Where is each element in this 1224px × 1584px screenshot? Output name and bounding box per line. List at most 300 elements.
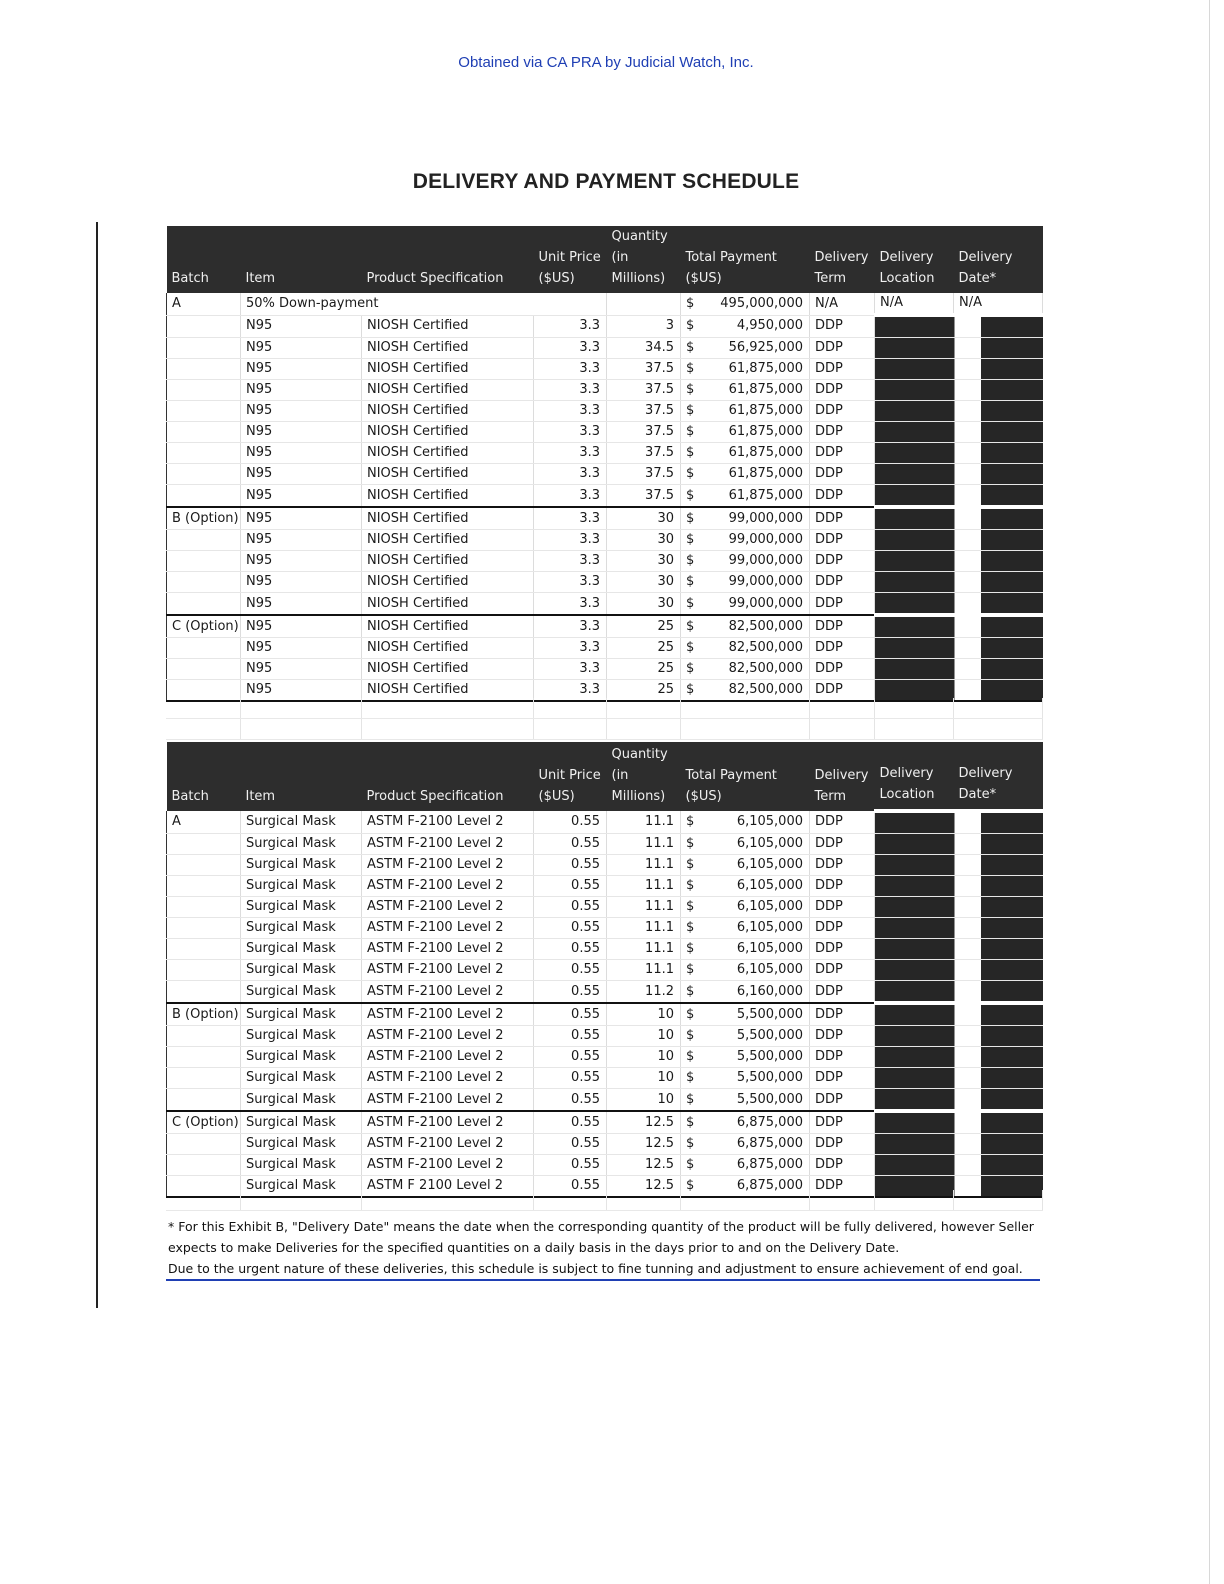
cell-product-spec: NIOSH Certified <box>362 401 534 422</box>
cell-delivery-term: DDP <box>810 507 875 530</box>
footnote-underline <box>166 1279 1040 1281</box>
redacted-delivery-date <box>954 507 1043 530</box>
cell-product-spec: NIOSH Certified <box>362 507 534 530</box>
redacted-delivery-date <box>954 338 1043 359</box>
redacted-delivery-location <box>875 981 954 1004</box>
cell-quantity: 37.5 <box>607 359 681 380</box>
redacted-delivery-location <box>875 1047 954 1068</box>
cell-product-spec: ASTM F-2100 Level 2 <box>362 1068 534 1089</box>
cell-batch: A <box>167 293 241 315</box>
dollar-sign: $ <box>686 532 695 547</box>
redacted-delivery-location <box>875 1026 954 1047</box>
cell-unit-price: 3.3 <box>534 593 607 616</box>
cell-item: N95 <box>241 380 362 401</box>
redacted-delivery-date <box>954 834 1043 855</box>
redacted-delivery-location <box>875 939 954 960</box>
cell-unit-price: 0.55 <box>534 1047 607 1068</box>
amount: 82,500,000 <box>728 682 803 697</box>
cell-product-spec: ASTM F-2100 Level 2 <box>362 897 534 918</box>
redacted-delivery-date <box>954 960 1043 981</box>
cell-delivery-term: DDP <box>810 960 875 981</box>
cell-unit-price: 0.55 <box>534 981 607 1004</box>
dollar-sign: $ <box>686 1049 695 1064</box>
cell-delivery-term: DDP <box>810 680 875 702</box>
cell-delivery-term: DDP <box>810 939 875 960</box>
dollar-sign: $ <box>686 618 695 634</box>
table-row <box>167 811 1043 834</box>
down-payment-row <box>167 293 1043 315</box>
cell-product-spec: ASTM F-2100 Level 2 <box>362 1026 534 1047</box>
cell-batch <box>167 855 241 876</box>
dollar-sign: $ <box>686 661 695 676</box>
redacted-delivery-date <box>954 1047 1043 1068</box>
amount: 61,875,000 <box>728 382 803 397</box>
cell-quantity: 37.5 <box>607 443 681 464</box>
cell-delivery-term: DDP <box>810 485 875 508</box>
cell-product-spec: NIOSH Certified <box>362 464 534 485</box>
cell-item: N95 <box>241 464 362 485</box>
cell-total-payment <box>681 572 810 593</box>
redacted-delivery-date <box>954 659 1043 680</box>
table-row <box>167 1089 1043 1112</box>
table-row <box>167 918 1043 939</box>
redacted-delivery-date <box>954 443 1043 464</box>
redacted-delivery-location <box>875 1134 954 1155</box>
redacted-delivery-location <box>875 1003 954 1026</box>
amount: 61,875,000 <box>728 487 803 503</box>
cell-batch <box>167 834 241 855</box>
redacted-delivery-location <box>875 507 954 530</box>
cell-batch: B (Option) <box>167 507 241 530</box>
cell-item: N95 <box>241 401 362 422</box>
cell-product-spec: ASTM F 2100 Level 2 <box>362 1176 534 1198</box>
cell-quantity: 25 <box>607 659 681 680</box>
cell-product-spec: ASTM F-2100 Level 2 <box>362 876 534 897</box>
cell-product-spec: NIOSH Certified <box>362 338 534 359</box>
cell-batch <box>167 401 241 422</box>
col-header-quantity: Quantity (in Millions) <box>607 742 681 811</box>
redacted-delivery-date <box>954 939 1043 960</box>
amount: 5,500,000 <box>736 1070 803 1085</box>
redacted-delivery-date <box>954 572 1043 593</box>
footnote-definition: * For this Exhibit B, "Delivery Date" means the date when the corresponding quantity of the product will be fully delivered, however Seller expects to make Deliveries for the specified quantities on a daily basis in the days prior to and on the Delivery Date. <box>168 1219 1034 1255</box>
col-header-delivery-term: Delivery Term <box>810 226 875 293</box>
cell-quantity: 37.5 <box>607 380 681 401</box>
cell-batch <box>167 897 241 918</box>
cell-product-spec: NIOSH Certified <box>362 422 534 443</box>
cell-total-payment <box>681 507 810 530</box>
redacted-delivery-location <box>875 401 954 422</box>
cell-item: Surgical Mask <box>241 1089 362 1112</box>
cell-total-payment <box>681 855 810 876</box>
cell-delivery-date: N/A <box>954 293 1043 315</box>
cell-product-spec: ASTM F-2100 Level 2 <box>362 960 534 981</box>
cell-unit-price: 0.55 <box>534 855 607 876</box>
redacted-delivery-date <box>954 1068 1043 1089</box>
cell-quantity: 11.1 <box>607 855 681 876</box>
cell-quantity: 10 <box>607 1047 681 1068</box>
redacted-delivery-location <box>875 1111 954 1134</box>
cell-quantity: 10 <box>607 1068 681 1089</box>
amount: 6,105,000 <box>736 836 803 851</box>
redacted-delivery-location <box>875 659 954 680</box>
cell-quantity: 37.5 <box>607 422 681 443</box>
dollar-sign: $ <box>686 382 695 397</box>
redacted-delivery-date <box>954 1111 1043 1134</box>
cell-delivery-term: DDP <box>810 1176 875 1198</box>
cell-item: Surgical Mask <box>241 960 362 981</box>
amount: 5,500,000 <box>736 1006 803 1022</box>
cell-product-spec: NIOSH Certified <box>362 530 534 551</box>
cell-batch <box>167 960 241 981</box>
cell-unit-price: 3.3 <box>534 464 607 485</box>
table-row <box>167 401 1043 422</box>
amount: 6,105,000 <box>736 878 803 893</box>
cell-total-payment <box>681 981 810 1004</box>
cell-quantity: 25 <box>607 680 681 702</box>
dollar-sign: $ <box>686 682 695 697</box>
cell-quantity: 12.5 <box>607 1134 681 1155</box>
amount: 6,875,000 <box>736 1136 803 1151</box>
cell-total-payment <box>681 939 810 960</box>
table-row <box>167 315 1043 338</box>
amount: 6,105,000 <box>736 962 803 977</box>
redacted-delivery-date <box>954 638 1043 659</box>
amount: 82,500,000 <box>728 640 803 655</box>
redacted-delivery-location <box>875 359 954 380</box>
cell-product-spec: ASTM F-2100 Level 2 <box>362 834 534 855</box>
cell-batch <box>167 659 241 680</box>
cell-quantity: 12.5 <box>607 1111 681 1134</box>
table-row <box>167 1155 1043 1176</box>
dollar-sign: $ <box>686 1157 695 1172</box>
table-row <box>167 855 1043 876</box>
cell-item: N95 <box>241 572 362 593</box>
cell-product-spec: ASTM F-2100 Level 2 <box>362 981 534 1004</box>
cell-product-spec: ASTM F-2100 Level 2 <box>362 939 534 960</box>
cell-unit-price: 3.3 <box>534 359 607 380</box>
cell-batch <box>167 551 241 572</box>
dollar-sign: $ <box>686 836 695 851</box>
dollar-sign: $ <box>686 1028 695 1043</box>
redacted-delivery-location <box>875 918 954 939</box>
cell-item: N95 <box>241 551 362 572</box>
cell-item: N95 <box>241 530 362 551</box>
cell-delivery-term: DDP <box>810 659 875 680</box>
redacted-delivery-date <box>954 918 1043 939</box>
cell-unit-price: 0.55 <box>534 1068 607 1089</box>
cell-quantity: 11.1 <box>607 960 681 981</box>
cell-batch <box>167 338 241 359</box>
redacted-delivery-location <box>875 380 954 401</box>
cell-delivery-term: DDP <box>810 1111 875 1134</box>
cell-unit-price: 3.3 <box>534 551 607 572</box>
cell-product-spec: NIOSH Certified <box>362 551 534 572</box>
redacted-delivery-location <box>875 960 954 981</box>
cell-total-payment <box>681 551 810 572</box>
dollar-sign: $ <box>686 941 695 956</box>
cell-total-payment <box>681 443 810 464</box>
cell-batch: C (Option) <box>167 1111 241 1134</box>
amount: 6,105,000 <box>736 814 803 829</box>
cell-quantity: 25 <box>607 615 681 638</box>
table-row <box>167 981 1043 1004</box>
redacted-delivery-date <box>954 464 1043 485</box>
cell-batch <box>167 1047 241 1068</box>
col-header-total-payment: Total Payment ($US) <box>681 742 810 811</box>
cell-batch <box>167 939 241 960</box>
cell-quantity: 11.1 <box>607 918 681 939</box>
cell-unit-price: 3.3 <box>534 659 607 680</box>
cell-product-spec: ASTM F-2100 Level 2 <box>362 1047 534 1068</box>
amount: 99,000,000 <box>728 532 803 547</box>
cell-item: N95 <box>241 659 362 680</box>
cell-unit-price: 3.3 <box>534 638 607 659</box>
cell-delivery-term: DDP <box>810 530 875 551</box>
amount: 495,000,000 <box>720 295 803 311</box>
cell-product-spec: NIOSH Certified <box>362 593 534 616</box>
cell-unit-price: 0.55 <box>534 1111 607 1134</box>
amount: 6,875,000 <box>736 1114 803 1130</box>
cell-batch <box>167 315 241 338</box>
redacted-delivery-location <box>875 1068 954 1089</box>
cell-unit-price: 3.3 <box>534 530 607 551</box>
redacted-delivery-location <box>875 897 954 918</box>
table-row <box>167 485 1043 508</box>
n95-schedule-table <box>166 226 1043 702</box>
watermark-text: Obtained via CA PRA by Judicial Watch, Inc. <box>458 54 754 71</box>
cell-product-spec: NIOSH Certified <box>362 659 534 680</box>
cell-delivery-term: DDP <box>810 918 875 939</box>
cell-item: Surgical Mask <box>241 918 362 939</box>
amount: 6,875,000 <box>736 1178 803 1193</box>
table-row <box>167 530 1043 551</box>
amount: 99,000,000 <box>728 553 803 568</box>
cell-item: Surgical Mask <box>241 981 362 1004</box>
cell-item: N95 <box>241 422 362 443</box>
table-row <box>167 359 1043 380</box>
cell-product-spec: ASTM F-2100 Level 2 <box>362 918 534 939</box>
cell-total-payment <box>681 1068 810 1089</box>
redacted-delivery-date <box>954 530 1043 551</box>
dollar-sign: $ <box>686 640 695 655</box>
cell-product-spec: NIOSH Certified <box>362 615 534 638</box>
cell-batch <box>167 485 241 508</box>
cell-total-payment <box>681 1111 810 1134</box>
surgical-mask-schedule-table <box>166 742 1043 1198</box>
cell-delivery-term: DDP <box>810 593 875 616</box>
cell-batch <box>167 593 241 616</box>
cell-product-spec: NIOSH Certified <box>362 638 534 659</box>
cell-delivery-term: DDP <box>810 1003 875 1026</box>
table-row <box>167 897 1043 918</box>
col-header-delivery-date: Delivery Date* <box>954 226 1043 293</box>
redacted-delivery-date <box>954 897 1043 918</box>
col-header-spec: Product Specification <box>362 742 534 811</box>
cell-item: Surgical Mask <box>241 1047 362 1068</box>
cell-product-spec: ASTM F-2100 Level 2 <box>362 1134 534 1155</box>
cell-product-spec: NIOSH Certified <box>362 443 534 464</box>
redacted-delivery-date <box>954 359 1043 380</box>
redacted-delivery-date <box>954 876 1043 897</box>
dollar-sign: $ <box>686 920 695 935</box>
cell-delivery-term: DDP <box>810 897 875 918</box>
cell-batch <box>167 530 241 551</box>
cell-total-payment <box>681 293 810 315</box>
cell-delivery-term: DDP <box>810 834 875 855</box>
cell-batch <box>167 1134 241 1155</box>
redacted-delivery-date <box>954 380 1043 401</box>
dollar-sign: $ <box>686 553 695 568</box>
cell-product-spec: ASTM F-2100 Level 2 <box>362 811 534 834</box>
redacted-delivery-date <box>954 1155 1043 1176</box>
cell-quantity: 30 <box>607 551 681 572</box>
cell-delivery-term: DDP <box>810 1089 875 1112</box>
cell-unit-price: 0.55 <box>534 834 607 855</box>
table-row <box>167 380 1043 401</box>
cell-delivery-term: DDP <box>810 401 875 422</box>
table-row <box>167 1134 1043 1155</box>
dollar-sign: $ <box>686 574 695 589</box>
amount: 6,105,000 <box>736 899 803 914</box>
table-row <box>167 615 1043 638</box>
cell-total-payment <box>681 593 810 616</box>
cell-item: Surgical Mask <box>241 1068 362 1089</box>
cell-batch <box>167 464 241 485</box>
cell-batch <box>167 422 241 443</box>
redacted-delivery-date <box>954 1134 1043 1155</box>
table-row <box>167 338 1043 359</box>
cell-total-payment <box>681 918 810 939</box>
cell-quantity: 11.1 <box>607 834 681 855</box>
cell-total-payment <box>681 1003 810 1026</box>
cell-unit-price: 3.3 <box>534 315 607 338</box>
cell-quantity: 30 <box>607 572 681 593</box>
redacted-delivery-location <box>875 338 954 359</box>
cell-delivery-term: DDP <box>810 1026 875 1047</box>
cell-product-spec: NIOSH Certified <box>362 572 534 593</box>
amount: 4,950,000 <box>736 318 803 334</box>
amount: 61,875,000 <box>728 424 803 439</box>
cell-item: Surgical Mask <box>241 876 362 897</box>
cell-total-payment <box>681 1134 810 1155</box>
table-row <box>167 1047 1043 1068</box>
table-row <box>167 551 1043 572</box>
cell-total-payment <box>681 315 810 338</box>
col-header-delivery-term: Delivery Term <box>810 742 875 811</box>
amount: 82,500,000 <box>728 618 803 634</box>
amount: 6,875,000 <box>736 1157 803 1172</box>
dollar-sign: $ <box>686 466 695 481</box>
redacted-delivery-date <box>954 1003 1043 1026</box>
dollar-sign: $ <box>686 510 695 526</box>
cell-total-payment <box>681 615 810 638</box>
redacted-delivery-location <box>875 572 954 593</box>
redacted-delivery-location <box>875 834 954 855</box>
cell-unit-price: 3.3 <box>534 338 607 359</box>
cell-delivery-term: DDP <box>810 876 875 897</box>
table-row <box>167 443 1043 464</box>
cell-item: Surgical Mask <box>241 834 362 855</box>
cell-unit-price: 3.3 <box>534 507 607 530</box>
left-margin-rule <box>96 222 98 1308</box>
amount: 82,500,000 <box>728 661 803 676</box>
table-row <box>167 960 1043 981</box>
cell-total-payment <box>681 811 810 834</box>
cell-delivery-term: DDP <box>810 572 875 593</box>
redacted-delivery-date <box>954 615 1043 638</box>
redacted-delivery-location <box>875 422 954 443</box>
cell-unit-price: 3.3 <box>534 485 607 508</box>
table-row <box>167 876 1043 897</box>
cell-batch <box>167 981 241 1004</box>
cell-batch: C (Option) <box>167 615 241 638</box>
amount: 6,105,000 <box>736 857 803 872</box>
cell-unit-price: 3.3 <box>534 615 607 638</box>
cell-delivery-term: DDP <box>810 338 875 359</box>
cell-item: N95 <box>241 507 362 530</box>
amount: 56,925,000 <box>728 340 803 355</box>
dollar-sign: $ <box>686 983 695 999</box>
redacted-delivery-date <box>954 485 1043 508</box>
redacted-delivery-location <box>875 876 954 897</box>
cell-batch <box>167 1155 241 1176</box>
amount: 6,105,000 <box>736 941 803 956</box>
cell-delivery-term: DDP <box>810 464 875 485</box>
cell-batch <box>167 572 241 593</box>
redacted-delivery-date <box>954 1026 1043 1047</box>
cell-delivery-location: N/A <box>875 293 954 315</box>
dollar-sign: $ <box>686 899 695 914</box>
redacted-delivery-date <box>954 401 1043 422</box>
col-header-item: Item <box>241 742 362 811</box>
redacted-delivery-location <box>875 530 954 551</box>
table-row <box>167 1111 1043 1134</box>
cell-batch <box>167 638 241 659</box>
cell-delivery-term: DDP <box>810 315 875 338</box>
table-row <box>167 593 1043 616</box>
table-row <box>167 638 1043 659</box>
cell-item: Surgical Mask <box>241 1026 362 1047</box>
redacted-delivery-location <box>875 638 954 659</box>
redacted-delivery-location <box>875 615 954 638</box>
redacted-delivery-location <box>875 855 954 876</box>
cell-delivery-term: DDP <box>810 855 875 876</box>
dollar-sign: $ <box>686 595 695 611</box>
cell-total-payment <box>681 401 810 422</box>
cell-total-payment <box>681 485 810 508</box>
footnote-disclaimer: Due to the urgent nature of these deliveries, this schedule is subject to fine tunning and adjustment to ensure achievement of end goal. <box>168 1261 1023 1276</box>
cell-batch: B (Option) <box>167 1003 241 1026</box>
amount: 61,875,000 <box>728 403 803 418</box>
cell-quantity: 30 <box>607 530 681 551</box>
redacted-delivery-date <box>954 551 1043 572</box>
cell-batch <box>167 380 241 401</box>
cell-delivery-term: DDP <box>810 1134 875 1155</box>
cell-unit-price: 0.55 <box>534 897 607 918</box>
redacted-delivery-location <box>875 551 954 572</box>
col-header-delivery-date: Delivery Date* <box>954 742 1043 811</box>
table-row <box>167 464 1043 485</box>
dollar-sign: $ <box>686 487 695 503</box>
dollar-sign: $ <box>686 403 695 418</box>
dollar-sign: $ <box>686 878 695 893</box>
cell-batch <box>167 1026 241 1047</box>
amount: 5,500,000 <box>736 1049 803 1064</box>
cell-delivery-term: DDP <box>810 1068 875 1089</box>
amount: 5,500,000 <box>736 1028 803 1043</box>
redacted-delivery-location <box>875 485 954 508</box>
